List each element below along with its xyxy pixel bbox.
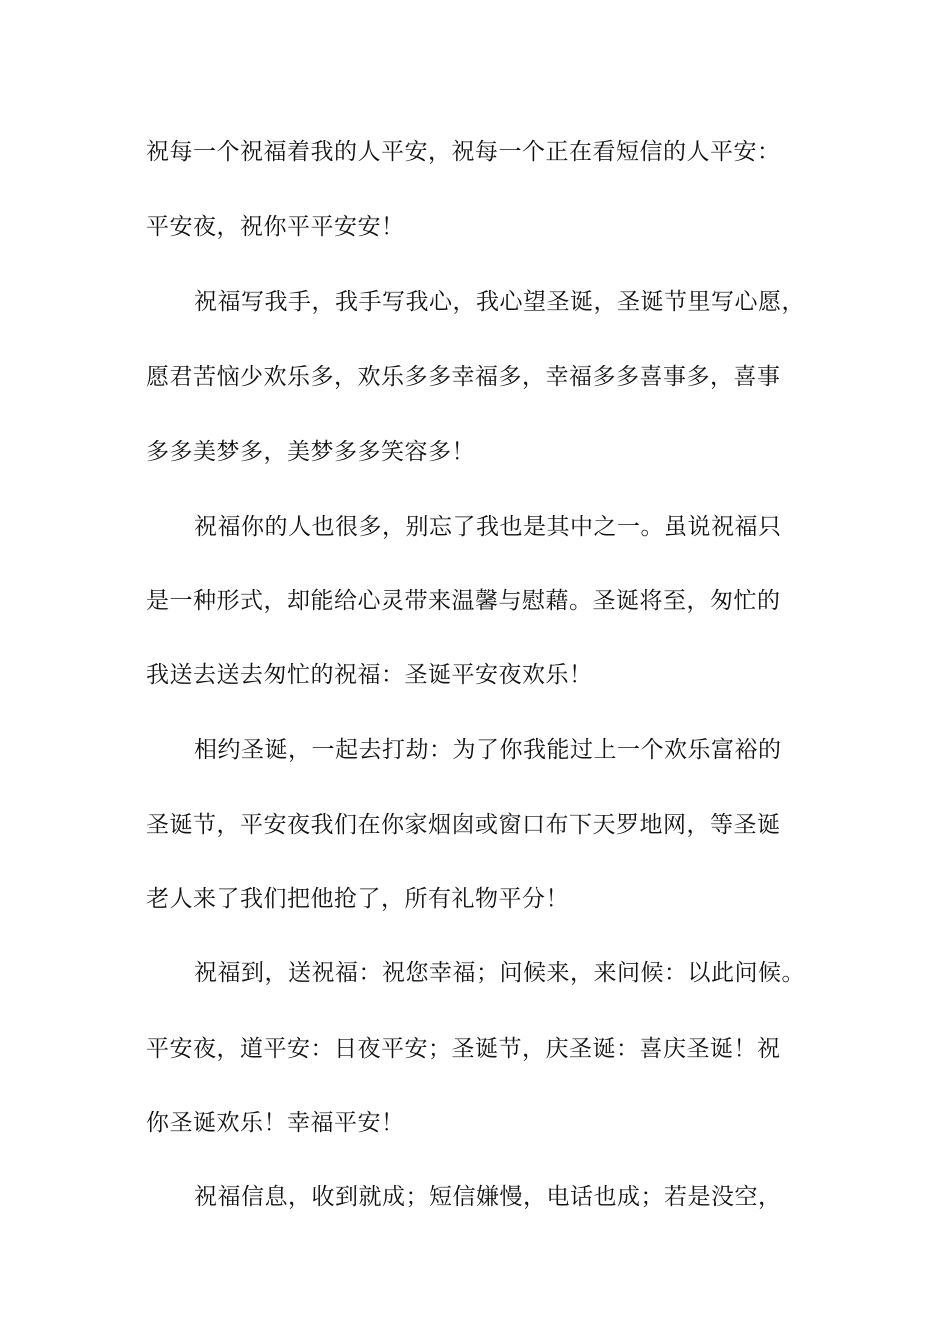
- text-line: 多多美梦多，美梦多多笑容多！: [146, 439, 475, 465]
- text-line: 平安夜，祝你平平安安！: [146, 214, 405, 240]
- text-line: 你圣诞欢乐！幸福平安！: [146, 1110, 405, 1136]
- text-line: 是一种形式，却能给心灵带来温馨与慰藉。圣诞将至，匆忙的: [146, 588, 781, 614]
- text-line: 愿君苦恼少欢乐多，欢乐多多幸福多，幸福多多喜事多，喜事: [146, 364, 781, 390]
- paragraph-first-line: 祝福你的人也很多，别忘了我也是其中之一。虽说祝福只: [194, 514, 782, 540]
- text-line: 平安夜，道平安：日夜平安；圣诞节，庆圣诞：喜庆圣诞！祝: [146, 1036, 781, 1062]
- paragraph-first-line: 祝福信息，收到就成；短信嫌慢，电话也成；若是没空，: [194, 1184, 782, 1210]
- paragraph-first-line: 祝福到，送祝福：祝您幸福；问候来，来问候：以此问候。: [194, 960, 805, 986]
- paragraph-first-line: 祝福写我手，我手写我心，我心望圣诞，圣诞节里写心愿，: [194, 289, 805, 315]
- text-line: 我送去送去匆忙的祝福：圣诞平安夜欢乐！: [146, 662, 593, 688]
- text-line: 圣诞节，平安夜我们在你家烟囱或窗口布下天罗地网，等圣诞: [146, 812, 781, 838]
- text-line: 老人来了我们把他抢了，所有礼物平分！: [146, 886, 569, 912]
- paragraph-first-line: 相约圣诞，一起去打劫：为了你我能过上一个欢乐富裕的: [194, 737, 782, 763]
- text-line: 祝每一个祝福着我的人平安，祝每一个正在看短信的人平安：: [146, 139, 781, 165]
